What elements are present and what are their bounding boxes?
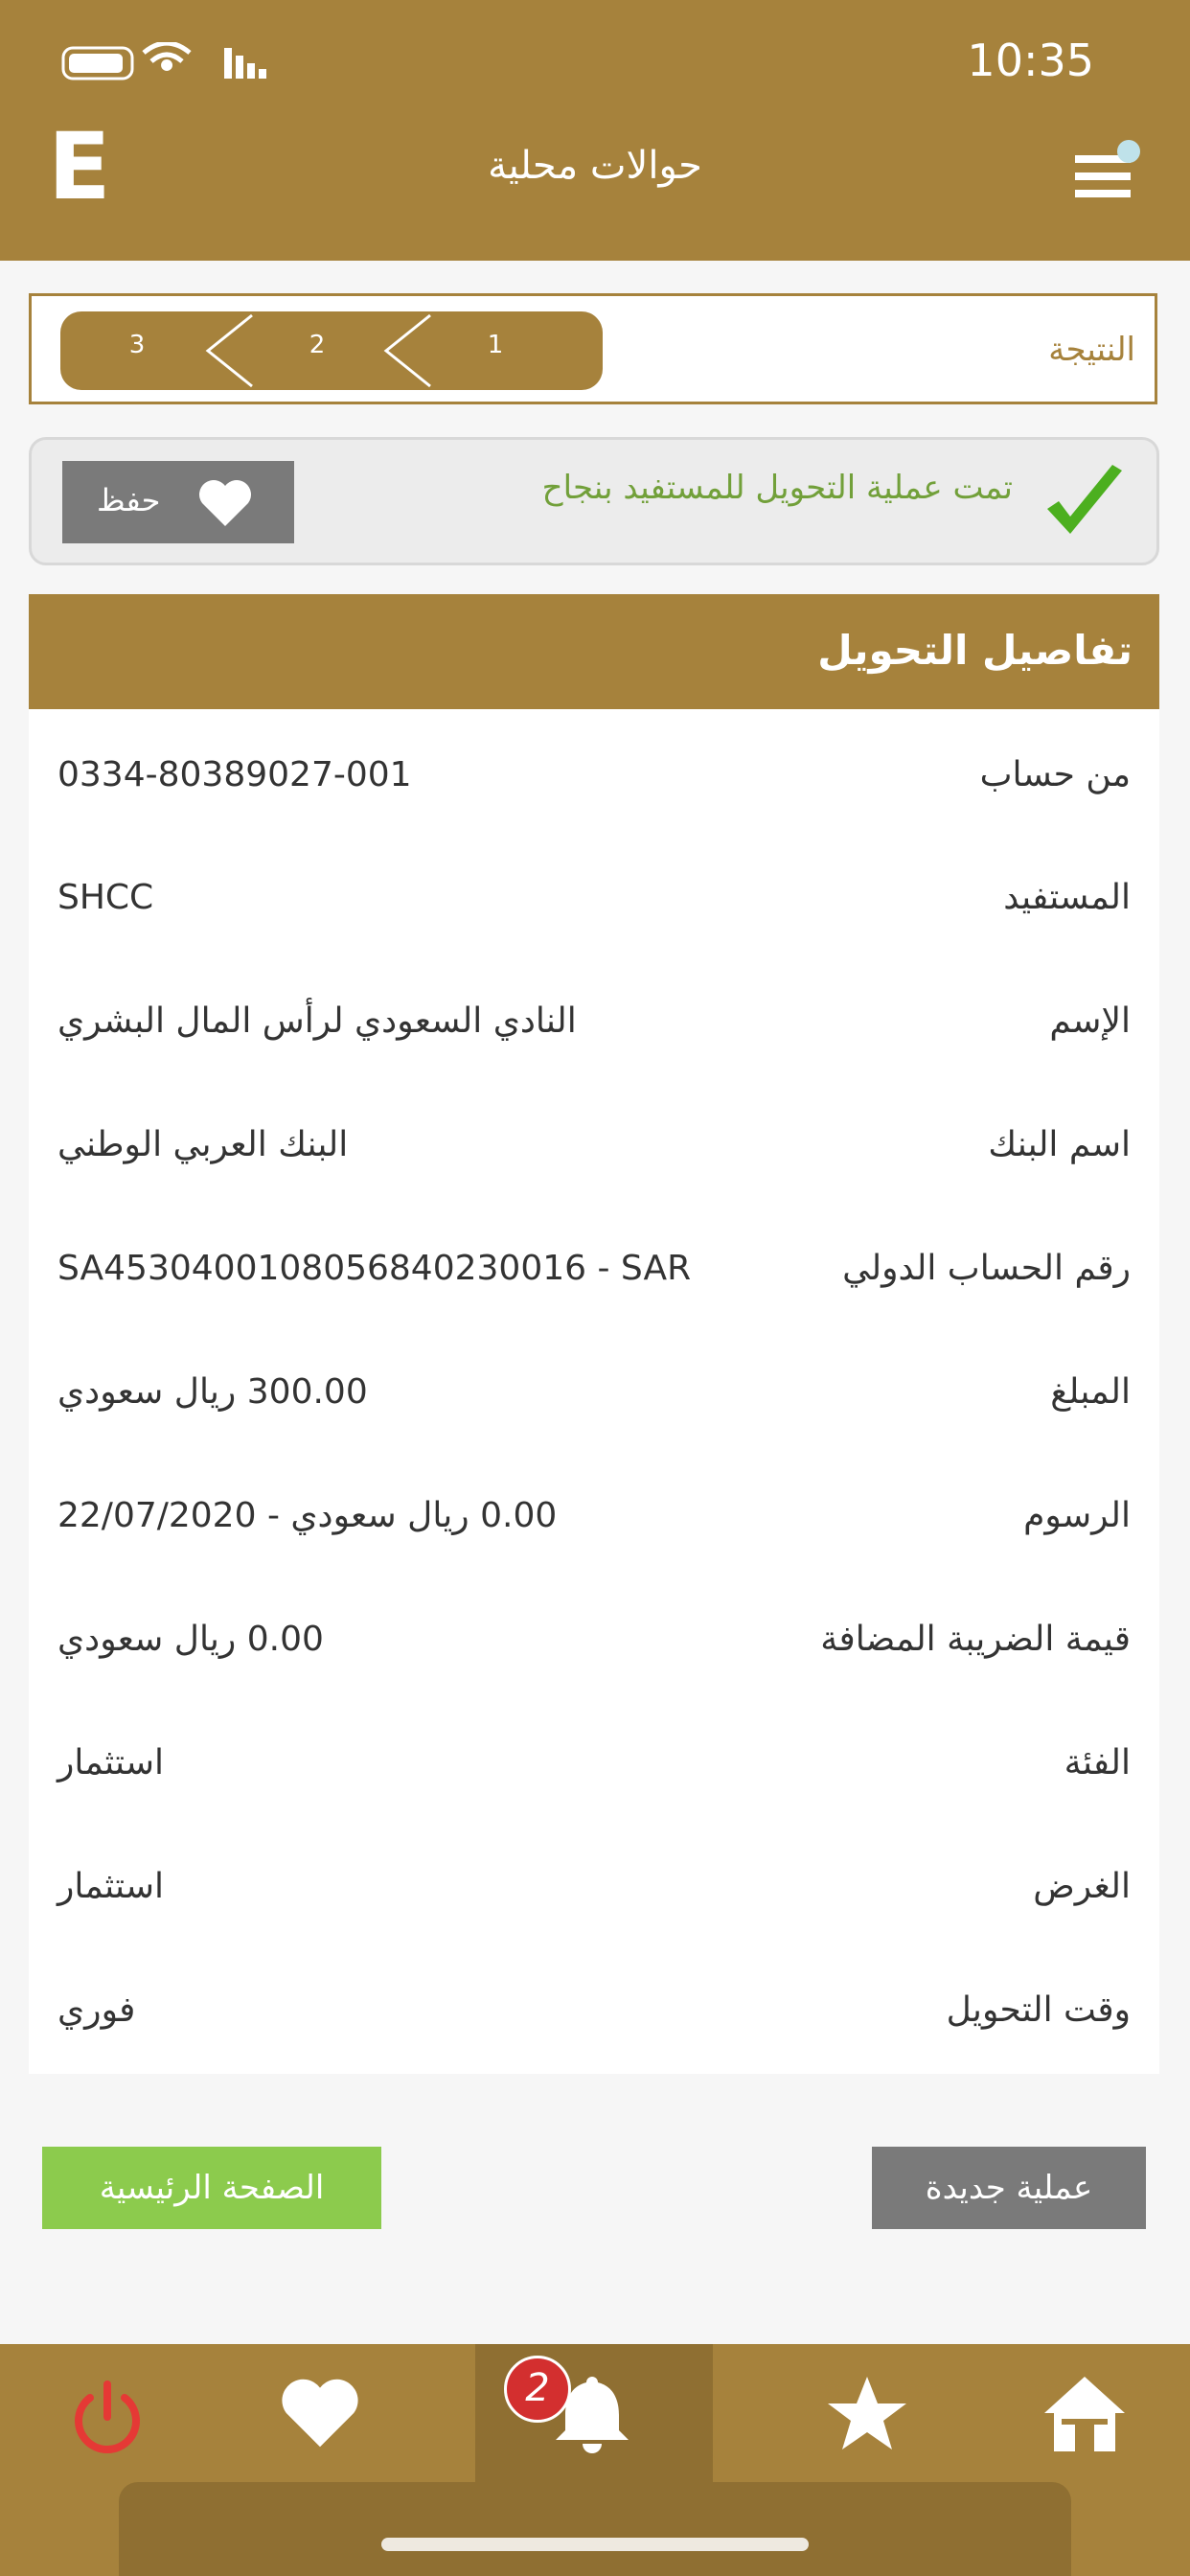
detail-label: الإسم [1049, 1001, 1131, 1041]
checkmark-icon [1041, 461, 1128, 547]
detail-row [29, 1212, 1159, 1335]
detail-label: اسم البنك [988, 1125, 1131, 1164]
detail-label: الفئة [1064, 1743, 1131, 1782]
detail-value: فوري [57, 1990, 136, 2030]
detail-label: المستفيد [1003, 878, 1131, 917]
detail-row [29, 1707, 1159, 1829]
details-title: تفاصيل التحويل [817, 627, 1133, 674]
star-icon[interactable] [824, 2371, 910, 2457]
detail-label: الرسوم [1023, 1496, 1131, 1535]
detail-row [29, 1583, 1159, 1706]
detail-value: 300.00 ريال سعودي [57, 1372, 368, 1412]
home-icon[interactable] [1041, 2371, 1129, 2459]
success-banner [29, 437, 1159, 565]
home-indicator [381, 2538, 809, 2551]
power-icon[interactable] [67, 2377, 148, 2457]
home-page-button[interactable]: الصفحة الرئيسية [42, 2147, 381, 2229]
detail-value: SHCC [57, 878, 154, 917]
step-1: 1 [487, 331, 504, 359]
status-time: 10:35 [967, 34, 1094, 86]
save-favorite-button[interactable] [62, 461, 294, 543]
page-title: حوالات محلية [488, 144, 702, 188]
detail-value: استثمار [57, 1743, 165, 1782]
detail-label: من حساب [979, 755, 1131, 794]
detail-value: 0.00 ريال سعودي [57, 1620, 324, 1659]
detail-label: المبلغ [1050, 1372, 1131, 1412]
detail-label: وقت التحويل [946, 1990, 1131, 2030]
stepper [60, 311, 603, 390]
heart-icon [196, 478, 254, 528]
app-header [0, 0, 1190, 261]
app-logo: E [48, 113, 111, 220]
detail-row [29, 841, 1159, 964]
new-transaction-button[interactable]: عملية جديدة [872, 2147, 1146, 2229]
heart-icon[interactable] [278, 2375, 362, 2451]
detail-value: 0334-80389027-001 [57, 755, 412, 794]
step-3: 3 [128, 331, 146, 359]
notification-dot [1117, 140, 1140, 163]
details-header [29, 594, 1159, 709]
detail-label: رقم الحساب الدولي [842, 1249, 1131, 1288]
detail-value: استثمار [57, 1867, 165, 1906]
detail-row [29, 1336, 1159, 1459]
save-label: حفظ [97, 482, 161, 518]
tab-bottom-panel [119, 2482, 1071, 2576]
steps-card [29, 293, 1157, 404]
transfer-details [29, 594, 1159, 2074]
detail-value: النادي السعودي لرأس المال البشري [57, 1001, 577, 1041]
detail-row [29, 719, 1159, 841]
detail-value: SA4530400108056840230016 - SAR [57, 1249, 692, 1288]
success-message: تمت عملية التحويل للمستفيد بنجاح [541, 469, 1013, 507]
detail-row [29, 1460, 1159, 1582]
steps-label: النتيجة [1048, 331, 1135, 369]
detail-value: البنك العربي الوطني [57, 1125, 349, 1164]
detail-row [29, 1089, 1159, 1211]
notification-count-badge: 2 [504, 2356, 571, 2423]
detail-row [29, 965, 1159, 1088]
detail-value: 0.00 ريال سعودي - 22/07/2020 [57, 1496, 558, 1535]
detail-row [29, 1954, 1159, 2077]
step-2: 2 [309, 331, 326, 359]
detail-row [29, 1830, 1159, 1953]
detail-label: الغرض [1033, 1867, 1131, 1906]
status-icons [61, 42, 282, 84]
detail-label: قيمة الضريبة المضافة [820, 1620, 1131, 1659]
